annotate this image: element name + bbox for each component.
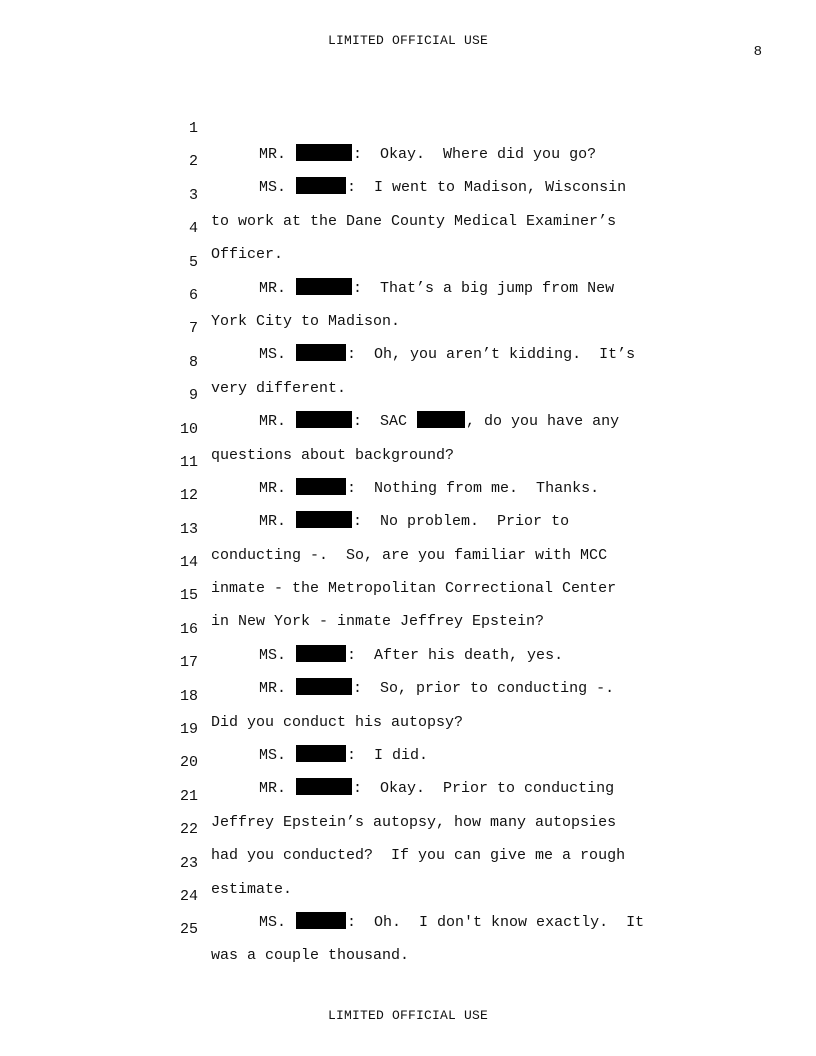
- line-text: , do you have any: [466, 413, 620, 431]
- transcript-line: [0, 90, 816, 163]
- line-text: to work at the Dane County Medical Examiner’s: [211, 212, 617, 230]
- line-number: 16: [179, 620, 198, 638]
- line-number: 8: [188, 353, 198, 371]
- line-number: 17: [179, 654, 198, 672]
- line-text: : I went to Madison, Wisconsin: [347, 179, 627, 197]
- line-number: 15: [179, 587, 198, 605]
- line-number: 13: [179, 520, 198, 538]
- speaker-title: MR.: [259, 780, 287, 798]
- speaker-title: MR.: [259, 146, 287, 163]
- line-text: : After his death, yes.: [347, 646, 564, 664]
- line-text: estimate.: [211, 880, 293, 898]
- line-number: 3: [188, 186, 198, 204]
- transcript-line: [0, 123, 816, 197]
- line-text: : I did.: [347, 747, 429, 765]
- line-text: : Okay. Prior to conducting: [353, 780, 615, 798]
- line-text: : Oh, you aren’t kidding. It’s: [347, 346, 636, 364]
- line-text: had you conducted? If you can give me a rough: [211, 847, 626, 865]
- transcript-line: [0, 224, 816, 297]
- line-text: : Okay. Where did you go?: [353, 146, 597, 163]
- speaker-title: MR.: [259, 279, 287, 297]
- header-classification: LIMITED OFFICIAL USE: [327, 33, 489, 48]
- line-number: 19: [179, 721, 198, 739]
- line-text: : SAC: [353, 413, 417, 431]
- line-number: 1: [188, 120, 198, 137]
- transcript-line: [0, 257, 816, 330]
- line-number: 12: [179, 487, 198, 505]
- speaker-title: MS.: [259, 747, 287, 765]
- line-text: conducting -. So, are you familiar with MCC: [211, 546, 608, 564]
- speaker-title: MS.: [259, 346, 287, 364]
- page-number: 8: [753, 44, 762, 60]
- speaker-title: MS.: [259, 913, 287, 931]
- speaker-title: MR.: [259, 513, 287, 531]
- line-number: 6: [188, 286, 198, 304]
- line-number: 22: [179, 821, 198, 839]
- speaker-title: MS.: [259, 179, 287, 197]
- line-number: 11: [179, 453, 198, 471]
- line-number: 4: [188, 220, 198, 238]
- line-number: 7: [188, 320, 198, 338]
- line-text: : So, prior to conducting -.: [353, 680, 615, 698]
- line-number: 18: [179, 687, 198, 705]
- line-text: Officer.: [211, 246, 284, 264]
- line-number: 20: [179, 754, 198, 772]
- line-text: questions about background?: [211, 446, 455, 464]
- footer-classification: LIMITED OFFICIAL USE: [327, 1008, 489, 1023]
- line-number: 25: [179, 921, 198, 939]
- transcript-body: [0, 90, 816, 965]
- line-text: in New York - inmate Jeffrey Epstein?: [211, 613, 545, 631]
- speaker-title: MR.: [259, 413, 287, 431]
- speaker-title: MR.: [259, 680, 287, 698]
- line-text: : Nothing from me. Thanks.: [347, 479, 600, 497]
- line-text: : No problem. Prior to: [353, 513, 570, 531]
- line-number: 10: [179, 420, 198, 438]
- line-number: 9: [188, 387, 198, 405]
- speaker-title: MS.: [259, 646, 287, 664]
- speaker-title: MR.: [259, 479, 287, 497]
- transcript-line: [0, 157, 816, 230]
- transcript-line: [0, 290, 816, 364]
- line-text: : Oh. I don't know exactly. It: [347, 913, 645, 931]
- transcript-line: [0, 891, 816, 965]
- line-number: 2: [188, 153, 198, 171]
- line-number: 5: [188, 253, 198, 271]
- line-text: very different.: [211, 379, 347, 397]
- line-text: was a couple thousand.: [211, 947, 410, 965]
- line-text: York City to Madison.: [211, 312, 401, 330]
- line-text: : That’s a big jump from New: [353, 279, 615, 297]
- line-text: Jeffrey Epstein’s autopsy, how many autopsies: [211, 813, 617, 831]
- line-number: 24: [179, 887, 198, 905]
- line-text: Did you conduct his autopsy?: [211, 713, 464, 731]
- line-text: inmate - the Metropolitan Correctional Center: [211, 580, 617, 598]
- transcript-line: [0, 324, 816, 397]
- line-number: 23: [179, 854, 198, 872]
- line-number: 21: [179, 787, 198, 805]
- line-number: 14: [179, 554, 198, 572]
- transcript-line: [0, 190, 816, 264]
